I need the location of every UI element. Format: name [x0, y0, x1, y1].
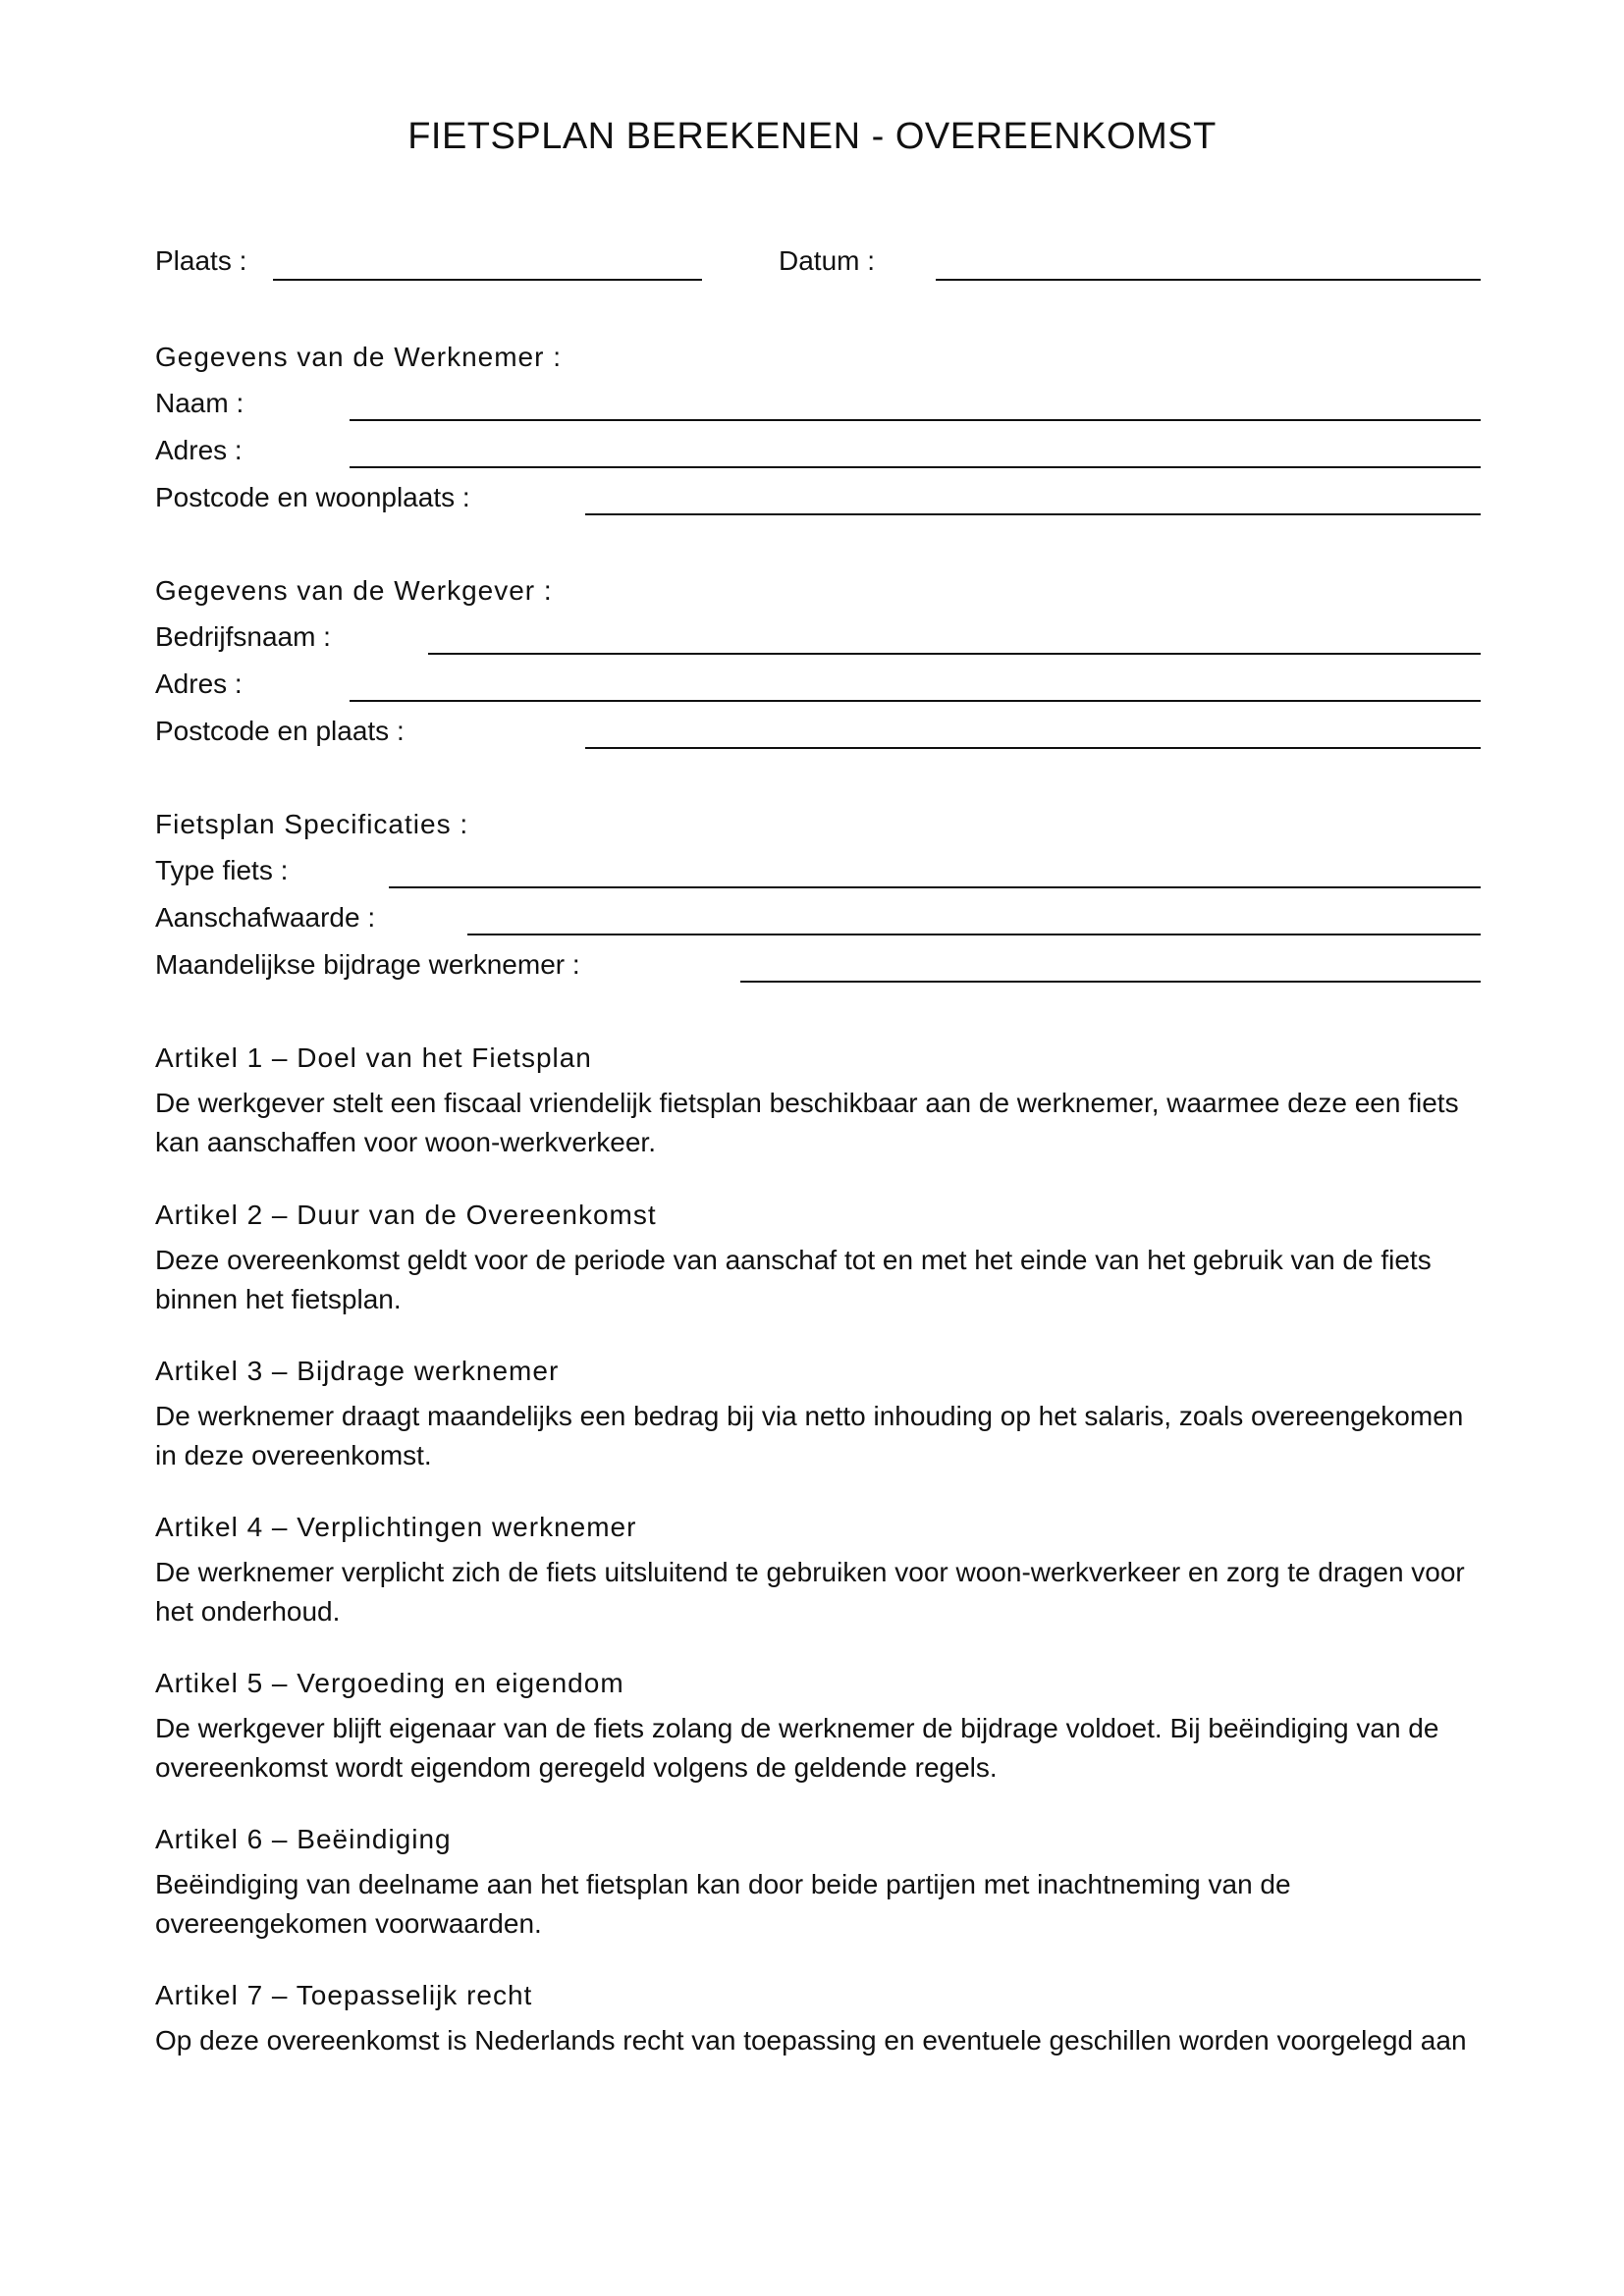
datum-field[interactable]	[936, 279, 1481, 281]
article-1-body: De werkgever stelt een fiscaal vriendelijk fietsplan beschikbaar aan de werknemer, waarmee deze een fiets kan aanschaffen voor woon-werkverkeer.	[155, 1088, 1459, 1157]
werknemer-adres-field[interactable]	[350, 466, 1481, 468]
werkgever-adres-label: Adres :	[155, 668, 243, 699]
werknemer-naam-label: Naam :	[155, 388, 244, 418]
article-7-body: Op deze overeenkomst is Nederlands recht van toepassing en eventuele geschillen worden voorgelegd aan	[155, 2025, 1467, 2056]
article-1-title: Artikel 1 – Doel van het Fietsplan	[155, 1042, 592, 1073]
article-5-title: Artikel 5 – Vergoeding en eigendom	[155, 1668, 624, 1698]
article-3-title: Artikel 3 – Bijdrage werknemer	[155, 1356, 560, 1386]
werkgever-bedrijfsnaam-field[interactable]	[428, 653, 1481, 655]
article-6-title: Artikel 6 – Beëindiging	[155, 1824, 452, 1854]
werknemer-postcode-field[interactable]	[585, 513, 1481, 515]
document-title: FIETSPLAN BEREKENEN - OVEREENKOMST	[407, 116, 1217, 157]
plaats-field[interactable]	[273, 279, 702, 281]
article-4-title: Artikel 4 – Verplichtingen werknemer	[155, 1512, 637, 1542]
specificaties-heading: Fietsplan Specificaties :	[155, 809, 469, 839]
article-2-title: Artikel 2 – Duur van de Overeenkomst	[155, 1200, 657, 1230]
article-6-body: Beëindiging van deelname aan het fietsplan kan door beide partijen met inachtneming van de overeengekomen voorwaarden.	[155, 1869, 1291, 1939]
werkgever-adres-field[interactable]	[350, 700, 1481, 702]
werkgever-postcode-field[interactable]	[585, 747, 1481, 749]
article-2-body: Deze overeenkomst geldt voor de periode van aanschaf tot en met het einde van het gebruik van de fiets binnen het fietsplan.	[155, 1245, 1432, 1314]
aanschafwaarde-field[interactable]	[467, 934, 1481, 935]
werknemer-heading: Gegevens van de Werknemer :	[155, 342, 563, 372]
article-5-body: De werkgever blijft eigenaar van de fiets zolang de werknemer de bijdrage voldoet. Bij beëindiging van de overeenkomst wordt eigendom geregeld volgens de geldende regels.	[155, 1713, 1439, 1783]
bijdrage-field[interactable]	[740, 981, 1481, 983]
article-7-title: Artikel 7 – Toepasselijk recht	[155, 1980, 533, 2010]
werknemer-naam-field[interactable]	[350, 419, 1481, 421]
werkgever-heading: Gegevens van de Werkgever :	[155, 575, 553, 606]
article-3-body: De werknemer draagt maandelijks een bedrag bij via netto inhouding op het salaris, zoals overeengekomen in deze overeenkomst.	[155, 1401, 1464, 1470]
bijdrage-label: Maandelijkse bijdrage werknemer :	[155, 949, 580, 980]
werkgever-bedrijfsnaam-label: Bedrijfsnaam :	[155, 621, 331, 652]
datum-label: Datum :	[779, 245, 876, 276]
type-fiets-label: Type fiets :	[155, 855, 289, 885]
plaats-label: Plaats :	[155, 245, 247, 276]
werknemer-postcode-label: Postcode en woonplaats :	[155, 482, 470, 512]
type-fiets-field[interactable]	[389, 886, 1481, 888]
werknemer-adres-label: Adres :	[155, 435, 243, 465]
aanschafwaarde-label: Aanschafwaarde :	[155, 902, 376, 933]
werkgever-postcode-label: Postcode en plaats :	[155, 716, 405, 746]
article-4-body: De werknemer verplicht zich de fiets uitsluitend te gebruiken voor woon-werkverkeer en zorg te dragen voor het onderhoud.	[155, 1557, 1465, 1627]
